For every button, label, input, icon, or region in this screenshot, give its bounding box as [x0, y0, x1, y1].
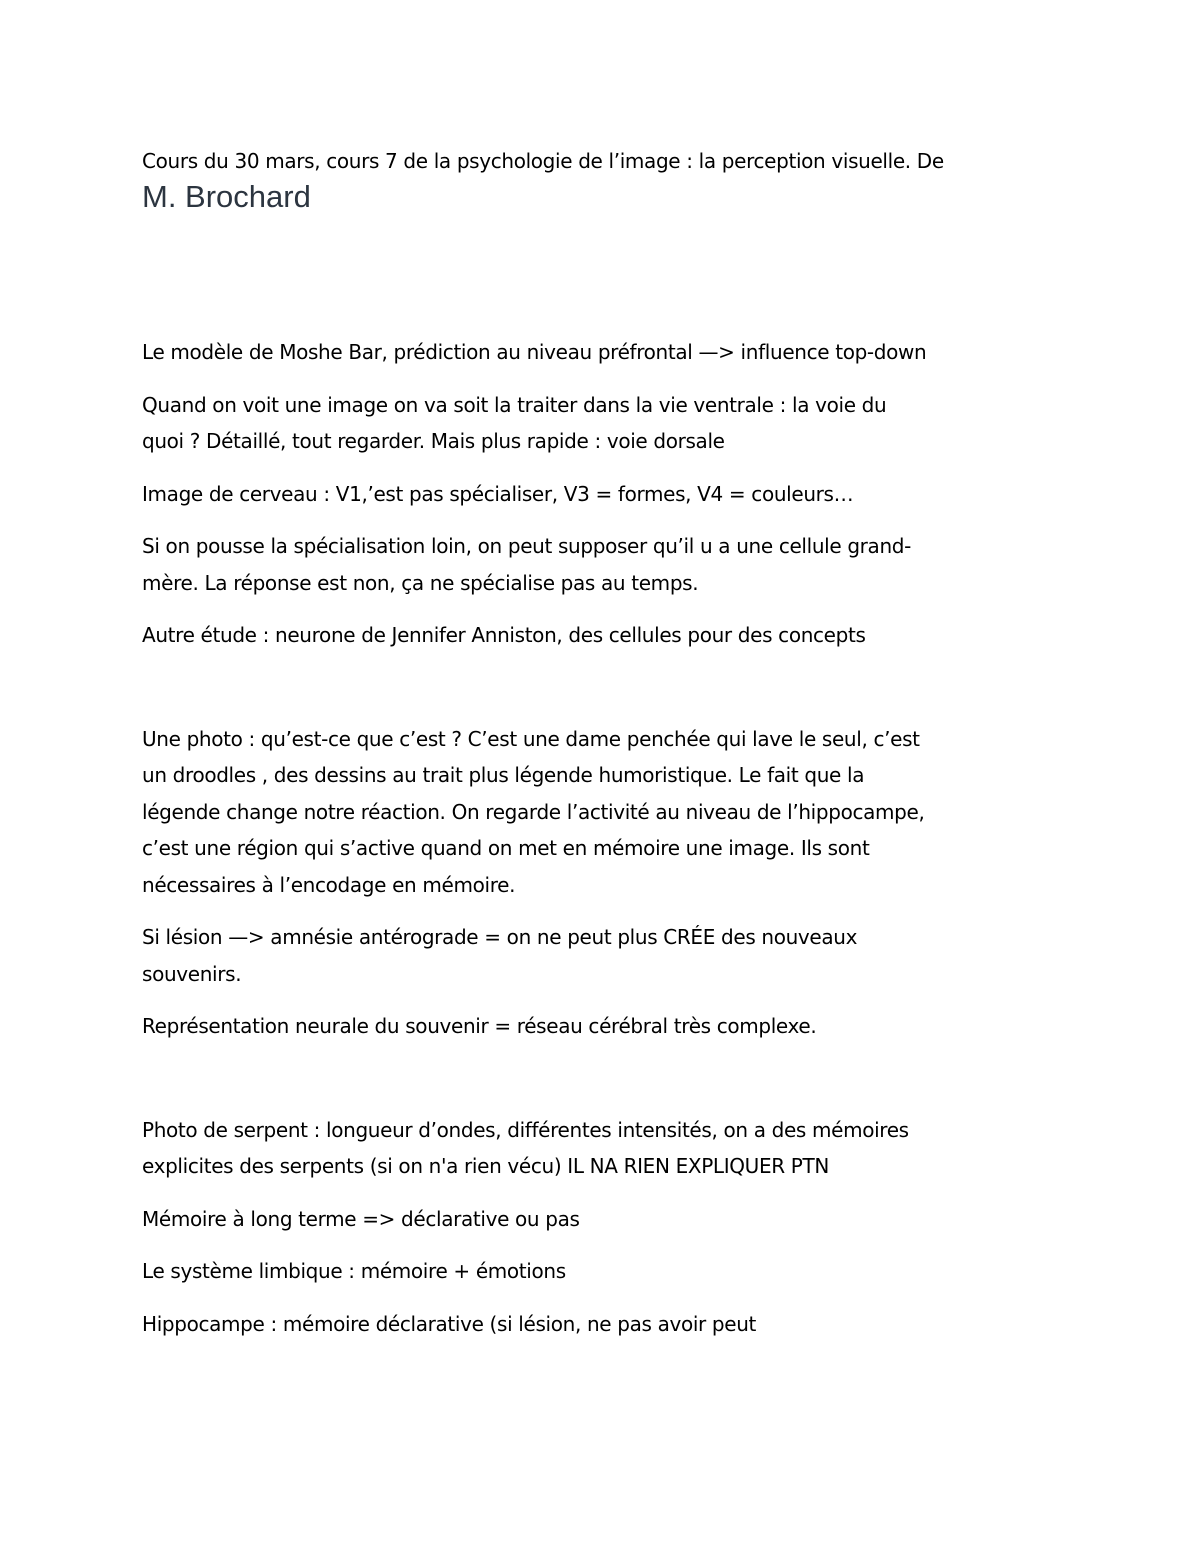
paragraph	[142, 617, 1057, 654]
text-line: Quand on voit une image on va soit la traiter dans la vie ventrale : la voie du	[142, 392, 887, 417]
text-line: Si on pousse la spécialisation loin, on peut supposer qu’il u a une cellule grand-	[142, 534, 911, 558]
document-body	[142, 143, 1057, 1342]
text-line: Si lésion —> amnésie antérograde = on ne peut plus CRÉE des nouveaux	[142, 925, 858, 949]
text-line: légende change notre réaction. On regarde l’activité au niveau de l’hippocampe,	[142, 799, 925, 824]
text-line: Mémoire à long terme => déclarative ou pas	[142, 1206, 580, 1231]
document-title-line: Cours du 30 mars, cours 7 de la psychologie de l’image : la perception visuelle. De	[142, 149, 944, 173]
paragraph	[142, 1253, 1057, 1290]
paragraph	[142, 919, 1057, 992]
text-line: explicites des serpents (si on n'a rien vécu) IL NA RIEN EXPLIQUER PTN	[142, 1154, 829, 1178]
text-line: mère. La réponse est non, ça ne spécialise pas au temps.	[142, 570, 699, 595]
text-line: Hippocampe : mémoire déclarative (si lésion, ne pas avoir peut	[142, 1311, 757, 1336]
text-line: un droodles , des dessins au trait plus légende humoristique. Le fait que la	[142, 763, 865, 787]
paragraph	[142, 334, 1057, 371]
text-line: Photo de serpent : longueur d’ondes, différentes intensités, on a des mémoires	[142, 1117, 909, 1142]
paragraph	[142, 476, 1057, 513]
text-line: souvenirs.	[142, 961, 242, 986]
paragraph	[142, 1112, 1057, 1185]
paragraph	[142, 721, 1057, 904]
text-line: Une photo : qu’est-ce que c’est ? C’est une dame penchée qui lave le seul, c’est	[142, 726, 920, 751]
paragraph	[142, 1306, 1057, 1343]
text-line: quoi ? Détaillé, tout regarder. Mais plus rapide : voie dorsale	[142, 429, 725, 453]
text-line: Le modèle de Moshe Bar, prédiction au niveau préfrontal —> influence top-down	[142, 340, 927, 364]
text-line: Le système limbique : mémoire + émotions	[142, 1259, 566, 1283]
paragraph	[142, 1008, 1057, 1045]
text-line: c’est une région qui s’active quand on met en mémoire une image. Ils sont	[142, 836, 870, 860]
text-line: Représentation neurale du souvenir = réseau cérébral très complexe.	[142, 1014, 817, 1038]
text-line: Image de cerveau : V1,’est pas spécialiser, V3 = formes, V4 = couleurs…	[142, 481, 854, 506]
text-line: Autre étude : neurone de Jennifer Anniston, des cellules pour des concepts	[142, 623, 866, 647]
document-author: M. Brochard	[142, 179, 311, 214]
paragraph	[142, 387, 1057, 460]
paragraph	[142, 1201, 1057, 1238]
text-line: nécessaires à l’encodage en mémoire.	[142, 872, 516, 897]
paragraph	[142, 528, 1057, 601]
